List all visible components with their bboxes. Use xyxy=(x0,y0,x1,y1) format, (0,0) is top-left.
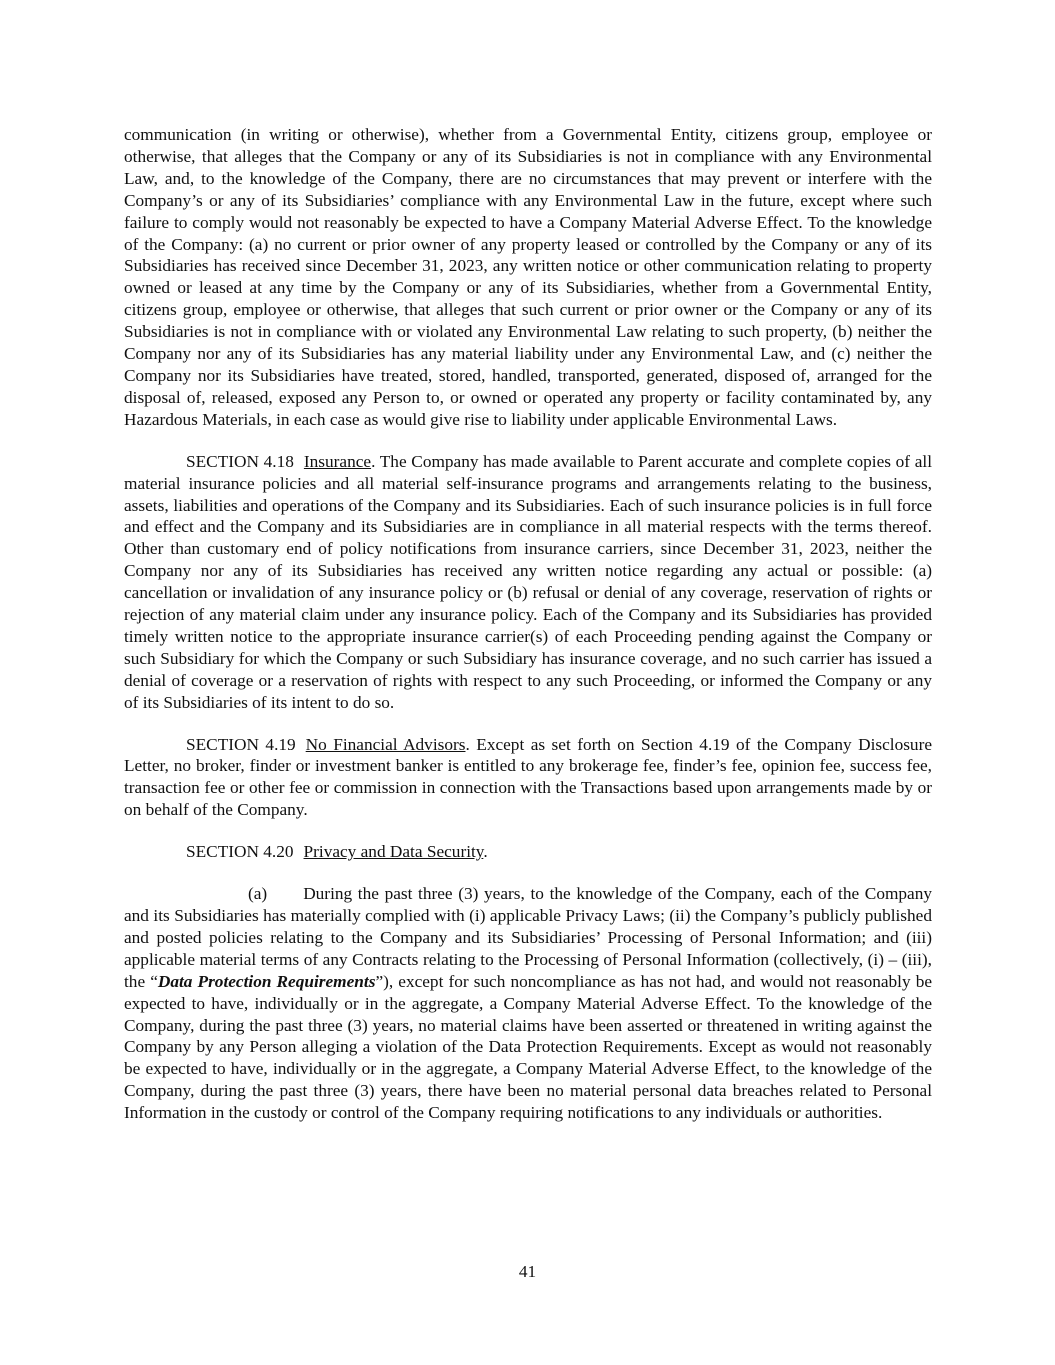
subsection-text: During the past three (3) years, to the knowledge of the Company, each of the Company and its Subsidiaries has materially complied with (i) applicable Privacy Laws; (ii) the Company’s publicly published and posted policies relating to the Company and its Subsidiaries’ Processing of Personal Information; and (iii) applicable material terms of any Contracts relating to the Processing of Personal Information (collectively, (i) – (iii), the “ xyxy=(124,884,932,991)
section-number: SECTION 4.20 xyxy=(186,842,294,862)
section-body: . The Company has made available to Parent accurate and complete copies of all material insurance policies and all material self-insurance programs and arrangements relating to the business, assets, liabilities and operations of the Company and its Subsidiaries. Each of such insurance policies is in full force and effect and the Company and its Subsidiaries are in compliance in all material respects with the terms thereof. Other than customary end of policy notifications from insurance carriers, since December 31, 2023, neither the Company nor any of its Subsidiaries has received any written notice regarding any actual or possible: (a) cancellation or invalidation of any insurance policy or (b) refusal or denial of any coverage, reservation of rights or rejection of any material claim under any insurance policy. Each of the Company and its Subsidiaries has provided timely written notice to the appropriate insurance carrier(s) of each Proceeding pending against the Company or such Subsidiary for which the Company or such Subsidiary has insurance coverage, and no such carrier has issued a denial of coverage or a reservation of rights with respect to any such Proceeding, or informed the Company or any of its Subsidiaries of its intent to do so. xyxy=(124,451,932,712)
section-number: SECTION 4.19 xyxy=(186,734,296,754)
section-body: . Except as set forth on Section 4.19 of the Company Disclosure Letter, no broker, finder or investment banker is entitled to any brokerage fee, finder’s fee, opinion fee, success fee, transaction fee or other fee or commission in connection with the Transactions based upon arrangements made by or on behalf of the Company. xyxy=(124,734,933,820)
section-heading: Insurance xyxy=(303,451,372,471)
section-body: . xyxy=(483,842,488,862)
defined-term: Data Protection Requirements xyxy=(157,971,376,991)
page-number: 41 xyxy=(518,1262,537,1281)
section-heading: Privacy and Data Security xyxy=(303,842,484,862)
section-4-18-insurance xyxy=(124,451,932,714)
subsection-a-data-protection xyxy=(124,883,932,1124)
subsection-label: (a) xyxy=(248,884,268,904)
page-content xyxy=(124,124,932,1124)
section-number: SECTION 4.18 xyxy=(186,451,294,471)
section-4-19-no-financial-advisors xyxy=(124,734,932,822)
subsection-text-continued: ”), except for such noncompliance as has not had, and would not reasonably be expected to have, individually or in the aggregate, a Company Material Adverse Effect. To the knowledge of the Company, during the past three (3) years, no material claims have been asserted or threatened in writing against the Company by any Person alleging a violation of the Data Protection Requirements. Except as would not reasonably be expected to have, individually or in the aggregate, a Company Material Adverse Effect, to the knowledge of the Company, during the past three (3) years, there have been no material personal data breaches related to Personal Information in the custody or control of the Company requiring notifications to any individuals or authorities. xyxy=(124,971,933,1123)
section-4-20-privacy-data-security xyxy=(124,841,932,863)
environmental-law-paragraph: communication (in writing or otherwise), whether from a Governmental Entity, citizens group, employee or otherwise, that alleges that the Company or any of its Subsidiaries is not in compliance with any Environmental Law, and, to the knowledge of the Company, there are no circumstances that may prevent or interfere with the Company’s or any of its Subsidiaries’ compliance with any Environmental Law in the future, except where such failure to comply would not reasonably be expected to have a Company Material Adverse Effect. To the knowledge of the Company: (a) no current or prior owner of any property leased or controlled by the Company or any of its Subsidiaries has received since December 31, 2023, any written notice or other communication relating to property owned or leased at any time by the Company or any of its Subsidiaries, whether from a Governmental Entity, citizens group, employee or otherwise, that alleges that such current or prior owner or the Company or any of its Subsidiaries is not in compliance with or violated any Environmental Law relating to such property, (b) neither the Company nor any of its Subsidiaries has any material liability under any Environmental Law, and (c) neither the Company nor its Subsidiaries have treated, stored, handled, transported, generated, disposed of, arranged for the disposal of, released, exposed any Person to, or owned or operated any property or facility contaminated by, any Hazardous Materials, in each case as would give rise to liability under applicable Environmental Laws. xyxy=(124,125,932,429)
section-heading: No Financial Advisors xyxy=(305,734,466,754)
